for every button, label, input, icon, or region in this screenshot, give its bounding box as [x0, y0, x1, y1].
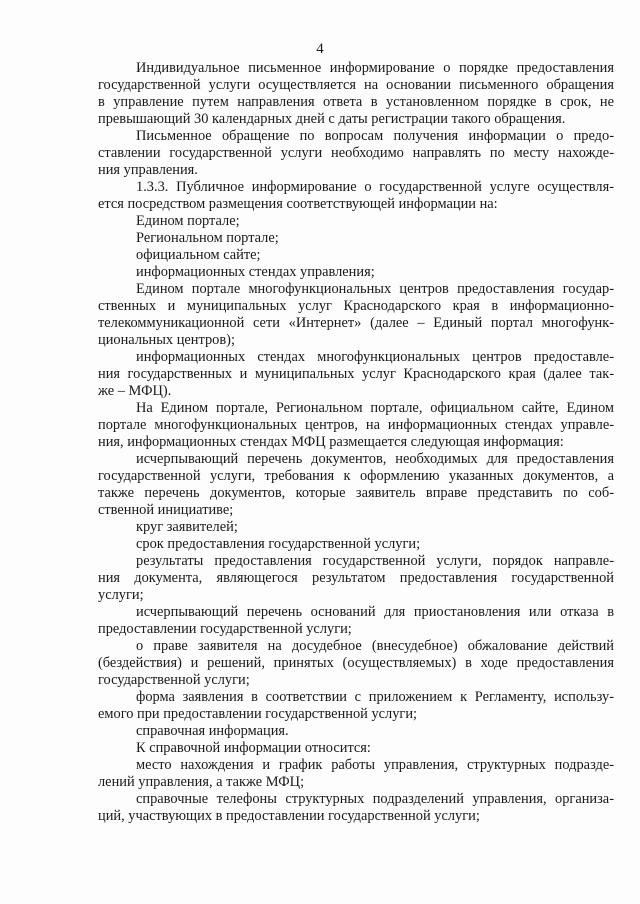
text-line: услуги;: [98, 587, 144, 603]
text-line: Региональном портале;: [136, 230, 279, 246]
text-line: срок предоставления государственной услуги;: [136, 536, 421, 552]
paragraph: [98, 451, 614, 519]
document-body: [98, 60, 614, 825]
text-line: ставлении государственной услуги необходимо направлять по месту нахожде-: [98, 145, 614, 161]
text-line: Письменное обращение по вопросам получения информации о предо-: [136, 128, 614, 144]
text-line: емого при предоставлении государственной услуги;: [98, 706, 418, 722]
paragraph: [98, 60, 614, 128]
text-line: ния документа, являющегося результатом предоставления государственной: [98, 570, 614, 586]
text-line: Индивидуальное письменное информирование о порядке предоставления: [136, 60, 614, 76]
text-line: ния управления.: [98, 162, 198, 178]
text-line: же – МФЦ).: [98, 383, 172, 399]
paragraph: [98, 740, 614, 757]
paragraph: [98, 757, 614, 791]
paragraph: [98, 689, 614, 723]
text-line: ния государственных и муниципальных услуг Краснодарского края (далее так-: [98, 366, 614, 382]
text-line: в управление путем направления ответа в установленном порядке в срок, не: [98, 94, 614, 110]
text-line: К справочной информации относится:: [136, 740, 371, 756]
text-line: исчерпывающий перечень документов, необходимых для предоставления: [136, 451, 614, 467]
paragraph: [98, 553, 614, 604]
text-line: Едином портале многофункциональных центров предоставления государ-: [136, 281, 614, 297]
text-line: ций, участвующих в предоставлении государственной услуги;: [98, 808, 480, 824]
paragraph: [98, 723, 614, 740]
text-line: справочная информация.: [136, 723, 289, 739]
text-line: портале многофункциональных центров, на информационных стендах управле-: [98, 417, 614, 433]
paragraph: [98, 349, 614, 400]
text-line: круг заявителей;: [136, 519, 238, 535]
text-line: о праве заявителя на досудебное (внесудебное) обжалование действий: [136, 638, 614, 654]
text-line: ственных и муниципальных услуг Краснодарского края в информационно-: [98, 298, 614, 314]
paragraph: [98, 281, 614, 349]
text-line: превышающий 30 календарных дней с даты регистрации такого обращения.: [98, 111, 566, 127]
text-line: ственной инициативе;: [98, 502, 234, 518]
text-line: информационных стендах многофункциональных центров предоставле-: [136, 349, 614, 365]
paragraph: [98, 519, 614, 536]
text-line: лений управления, а также МФЦ;: [98, 774, 305, 790]
text-line: форма заявления в соответствии с приложением к Регламенту, использу-: [136, 689, 614, 705]
text-line: ется посредством размещения соответствующей информации на:: [98, 196, 498, 212]
text-line: результаты предоставления государственной услуги, порядок направле-: [136, 553, 614, 569]
text-line: также перечень документов, которые заявитель вправе представить по соб-: [98, 485, 614, 501]
text-line: На Едином портале, Региональном портале, официальном сайте, Едином: [136, 400, 614, 416]
text-line: 1.3.3. Публичное информирование о государственной услуге осуществля-: [136, 179, 614, 195]
text-line: справочные телефоны структурных подразделений управления, организа-: [136, 791, 614, 807]
paragraph: [98, 179, 614, 213]
paragraph: [98, 536, 614, 553]
paragraph: [98, 264, 614, 281]
text-line: Едином портале;: [136, 213, 240, 229]
paragraph: [98, 213, 614, 230]
text-line: государственной услуги;: [98, 672, 250, 688]
text-line: место нахождения и график работы управления, структурных подразде-: [136, 757, 614, 773]
paragraph: [98, 247, 614, 264]
text-line: (бездействия) и решений, принятых (осуществляемых) в ходе предоставления: [98, 655, 614, 671]
page-number: 4: [316, 41, 324, 57]
text-line: информационных стендах управления;: [136, 264, 375, 280]
text-line: государственной услуги, требования к оформлению указанных документов, а: [98, 468, 614, 484]
paragraph: [98, 128, 614, 179]
paragraph: [98, 791, 614, 825]
text-line: циональных центров);: [98, 332, 235, 348]
paragraph: [98, 604, 614, 638]
text-line: телекоммуникационной сети «Интернет» (далее – Единый портал многофунк-: [98, 315, 614, 331]
text-line: исчерпывающий перечень оснований для приостановления или отказа в: [136, 604, 614, 620]
text-line: ния, информационных стендах МФЦ размещается следующая информация:: [98, 434, 564, 450]
text-line: предоставлении государственной услуги;: [98, 621, 352, 637]
paragraph: [98, 638, 614, 689]
text-line: государственной услуги осуществляется на основании письменного обращения: [98, 77, 614, 93]
paragraph: [98, 400, 614, 451]
text-line: официальном сайте;: [136, 247, 261, 263]
paragraph: [98, 230, 614, 247]
